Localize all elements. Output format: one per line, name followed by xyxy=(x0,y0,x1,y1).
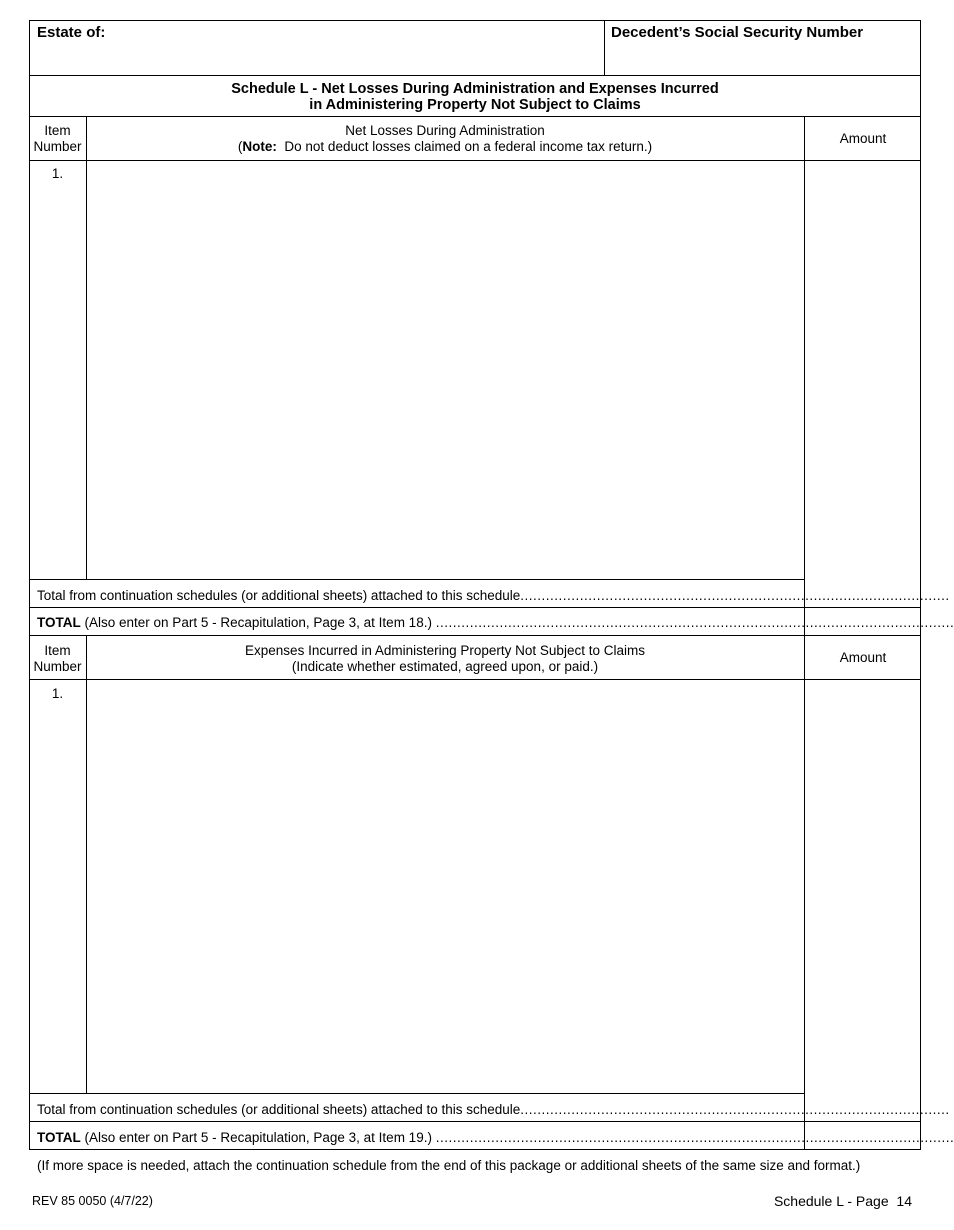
s1-amount-area[interactable] xyxy=(806,162,919,606)
s1-continuation-bottom xyxy=(29,607,921,608)
header-divider xyxy=(604,20,605,76)
s2-amount-area[interactable] xyxy=(806,681,919,1120)
s2-total-bold: TOTAL xyxy=(37,1130,81,1145)
s2-item-col-line xyxy=(86,635,87,1094)
s2-continuation-bottom xyxy=(29,1121,921,1122)
s1-note-bold: Note: xyxy=(242,139,277,154)
s1-item-header-2: Number xyxy=(33,139,82,154)
s1-header-bottom xyxy=(29,160,921,161)
s2-amount-header: Amount xyxy=(839,650,887,665)
s2-body-bottom xyxy=(29,1093,805,1094)
estate-of-label: Estate of: xyxy=(37,24,106,41)
estate-of-field[interactable] xyxy=(31,44,601,74)
s2-continuation-row: Total from continuation schedules (or additional sheets) attached to this schedule..................................................................................................... xyxy=(37,1102,950,1117)
s1-note-text: Do not deduct losses claimed on a federal income tax return. xyxy=(284,139,648,154)
s1-amount-header: Amount xyxy=(839,131,887,146)
s2-total-text: (Also enter on Part 5 - Recapitulation, Page 3, at Item 19.) xyxy=(84,1130,432,1145)
s1-total-row: TOTAL (Also enter on Part 5 - Recapitulation, Page 3, at Item 18.) .......................................................................................................................... xyxy=(37,615,954,630)
s1-amount-col-line xyxy=(804,116,805,635)
s1-description-area[interactable] xyxy=(88,162,803,578)
s1-desc-header: Net Losses During Administration xyxy=(345,123,545,138)
s2-amount-col-line xyxy=(804,635,805,1150)
header-bottom-line xyxy=(29,75,921,76)
s1-total-amount[interactable] xyxy=(806,609,919,634)
page-label: Schedule L - Page xyxy=(773,1193,889,1209)
space-note: (If more space is needed, attach the continuation schedule from the end of this package or additional sheets of the same size and format.) xyxy=(37,1158,861,1173)
s2-item-header-1: Item xyxy=(44,643,71,658)
schedule-title-line2: in Administering Property Not Subject to Claims xyxy=(309,97,641,113)
title-bottom-line xyxy=(29,116,921,117)
s2-continuation-text: Total from continuation schedules (or additional sheets) attached to this schedule xyxy=(37,1102,521,1117)
s2-total-row: TOTAL (Also enter on Part 5 - Recapitulation, Page 3, at Item 19.) .......................................................................................................................... xyxy=(37,1130,954,1145)
s2-desc-header-1: Expenses Incurred in Administering Property Not Subject to Claims xyxy=(245,643,645,658)
ssn-field[interactable] xyxy=(607,44,919,74)
s1-item-header-1: Item xyxy=(44,123,71,138)
s2-item-header-2: Number xyxy=(33,659,82,674)
s1-continuation-text: Total from continuation schedules (or additional sheets) attached to this schedule xyxy=(37,588,521,603)
s1-item-col-line xyxy=(86,116,87,580)
s1-total-bottom xyxy=(29,635,921,636)
page-number: 14 xyxy=(896,1193,912,1209)
s1-item-1: 1. xyxy=(51,166,64,181)
s1-body-bottom xyxy=(29,579,805,580)
schedule-title-line1: Schedule L - Net Losses During Administration and Expenses Incurred xyxy=(231,81,719,97)
s2-item-1: 1. xyxy=(51,686,64,701)
s1-total-text: (Also enter on Part 5 - Recapitulation, Page 3, at Item 18.) xyxy=(84,615,432,630)
form-number: REV 85 0050 (4/7/22) xyxy=(32,1194,153,1208)
ssn-label: Decedent’s Social Security Number xyxy=(611,24,864,41)
page-footer xyxy=(774,1193,912,1209)
s1-note: (Note: Do not deduct losses claimed on a federal income tax return.) xyxy=(237,139,653,154)
s2-description-area[interactable] xyxy=(88,681,803,1092)
s2-desc-header-2: (Indicate whether estimated, agreed upon, or paid.) xyxy=(291,659,599,674)
s1-total-bold: TOTAL xyxy=(37,615,81,630)
s2-total-amount[interactable] xyxy=(806,1123,919,1148)
s1-continuation-row: Total from continuation schedules (or additional sheets) attached to this schedule..................................................................................................... xyxy=(37,588,950,603)
s2-header-bottom xyxy=(29,679,921,680)
